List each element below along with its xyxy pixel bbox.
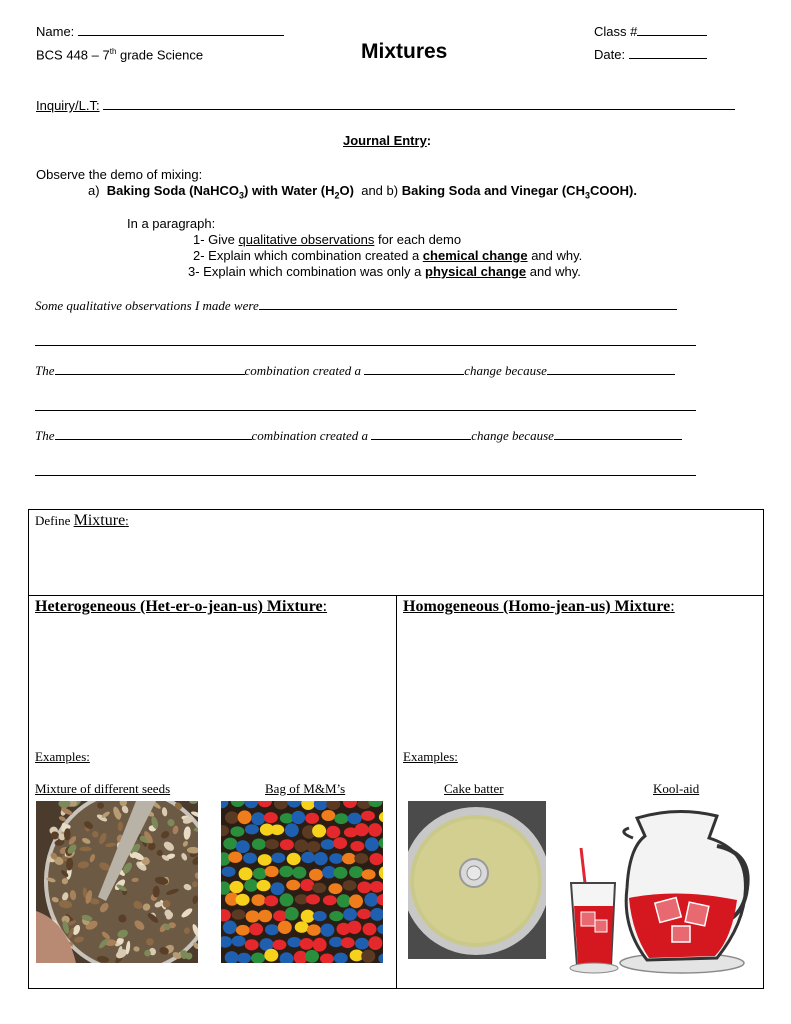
candy-dot xyxy=(265,924,279,935)
name-blank[interactable] xyxy=(78,24,284,36)
observation-sentence: Some qualitative observations I made were xyxy=(35,298,677,314)
candy-dot xyxy=(244,879,258,892)
candy-dot xyxy=(357,909,371,919)
candy-dot xyxy=(287,853,301,865)
candy-dot xyxy=(323,895,337,905)
candy-dot xyxy=(355,823,369,836)
candy-dot xyxy=(264,949,278,962)
candy-dot xyxy=(258,910,272,923)
candy-dot xyxy=(348,813,362,825)
kool-aid-image xyxy=(567,808,757,978)
candy-dot xyxy=(334,813,348,824)
candy-dot xyxy=(334,867,348,879)
candy-dot xyxy=(343,880,357,891)
candy-dot xyxy=(337,894,351,907)
homo-examples-label: Examples: xyxy=(403,749,458,764)
candy-dot xyxy=(252,839,266,850)
course-label xyxy=(36,47,203,62)
kool-aid-illustration xyxy=(567,808,757,978)
candy-dot xyxy=(245,824,259,834)
candy-dot xyxy=(271,882,285,895)
candy-dot xyxy=(265,866,279,877)
class-label: Class # xyxy=(594,24,638,39)
candy-dot xyxy=(265,839,279,849)
candy-dot xyxy=(252,894,266,906)
candy-dot xyxy=(343,908,357,921)
candy-dot xyxy=(321,810,335,821)
inquiry-blank[interactable] xyxy=(103,98,735,110)
heterogeneous-title: Heterogeneous (Het-er-o-jean-us) Mixture: xyxy=(35,598,328,615)
because-blank-2[interactable] xyxy=(554,428,682,440)
candy-dot xyxy=(280,893,294,906)
candy-dot xyxy=(361,811,375,821)
candy-dot xyxy=(301,852,315,863)
combination-blank-1[interactable] xyxy=(55,363,245,375)
candy-dot xyxy=(279,866,293,878)
candy-dot xyxy=(301,910,315,923)
candy-dot xyxy=(278,921,292,934)
course-prefix: BCS 448 – 7 xyxy=(36,47,110,63)
candy-dot xyxy=(236,925,250,936)
demo-and: and b) xyxy=(361,183,399,198)
mms-image xyxy=(221,801,383,963)
candy-dot xyxy=(369,853,383,865)
instruction-2: 2- Explain which combination created a chemical change and why. xyxy=(193,248,583,263)
candy-dot xyxy=(368,823,382,837)
demo-b: Baking Soda and Vinegar $(CH_3COOH)$. xyxy=(401,183,637,201)
candy-dot xyxy=(230,826,244,836)
candy-dot xyxy=(361,950,375,963)
candy-dot xyxy=(294,839,308,852)
candy-dot xyxy=(314,852,328,865)
candy-dot xyxy=(228,852,242,863)
candy-dot xyxy=(286,880,300,891)
writing-line-1[interactable] xyxy=(35,345,696,346)
candy-dot xyxy=(305,813,319,824)
example-label-cake-batter: Cake batter xyxy=(444,781,504,796)
candy-dot xyxy=(287,937,301,947)
candy-dot xyxy=(291,811,305,824)
cake-batter-photo xyxy=(408,801,546,959)
seed-dot xyxy=(79,847,91,852)
candy-dot xyxy=(232,909,246,919)
writing-line-2[interactable] xyxy=(35,410,696,411)
example-label-seeds: Mixture of different seeds xyxy=(35,781,171,796)
candy-dot xyxy=(253,868,267,880)
candy-dot xyxy=(305,950,319,963)
demo-a: Baking Soda (NaHCO$_3$) with Water $(H_2O)$ xyxy=(106,183,354,201)
candy-dot xyxy=(264,812,278,823)
candy-dot xyxy=(257,880,271,891)
candy-dot xyxy=(222,867,236,877)
homogeneous-title: Homogeneous (Homo-jean-us) Mixture: xyxy=(403,598,675,615)
candy-dot xyxy=(350,841,364,851)
course-suffix: grade Science xyxy=(116,47,204,63)
candy-dot xyxy=(349,894,363,908)
candy-dot xyxy=(313,938,327,952)
example-label-mms: Bag of M&M’s xyxy=(265,781,346,796)
candy-dot xyxy=(300,879,314,891)
candy-dot xyxy=(333,837,347,849)
candy-dot xyxy=(271,853,285,863)
candy-dot xyxy=(363,923,377,936)
candy-dot xyxy=(243,853,257,864)
candy-dot xyxy=(362,869,376,879)
candy-dot xyxy=(368,936,382,950)
candy-dot xyxy=(312,824,326,837)
candy-dot xyxy=(329,853,343,864)
candy-dot xyxy=(249,923,263,935)
candy-dot xyxy=(349,866,363,878)
cake-batter-image xyxy=(408,801,546,959)
candy-dot xyxy=(246,910,260,922)
candy-dot xyxy=(321,839,335,849)
candy-dot xyxy=(223,838,237,850)
candy-dot xyxy=(328,883,342,894)
date-label: Date: xyxy=(594,47,626,62)
date-blank[interactable] xyxy=(629,47,707,59)
candy-dot xyxy=(264,895,278,906)
observation-blank[interactable] xyxy=(259,298,677,310)
journal-heading-colon: : xyxy=(426,133,432,148)
candy-dot xyxy=(292,867,306,879)
candy-dot xyxy=(306,841,320,852)
combination-sentence-2: The combination created a change because xyxy=(35,428,682,444)
instruction-3: 3- Explain which combination was only a physical change and why. xyxy=(188,264,581,279)
writing-line-3[interactable] xyxy=(35,475,696,476)
candy-dot xyxy=(347,921,361,934)
because-blank-1[interactable] xyxy=(547,363,675,375)
candy-dot xyxy=(312,883,326,893)
observe-text: Observe the demo of mixing: xyxy=(36,167,203,182)
candy-dot xyxy=(357,881,371,893)
inquiry-label: Inquiry/L.T: xyxy=(36,98,100,113)
candy-dot xyxy=(341,937,355,948)
candy-dot xyxy=(320,924,334,937)
candy-dot xyxy=(295,921,309,932)
candy-dot xyxy=(300,938,314,950)
candy-dot xyxy=(354,853,368,864)
date-field xyxy=(594,47,707,62)
seeds-photo xyxy=(36,801,198,963)
name-label: Name: xyxy=(36,24,75,39)
seeds-image xyxy=(36,801,198,963)
paragraph-intro: In a paragraph: xyxy=(127,216,216,231)
candy-dot xyxy=(326,826,340,839)
journal-heading-text: Journal Entry xyxy=(343,133,427,148)
instruction-1: 1- Give qualitative observations for each demo xyxy=(193,232,462,247)
candy-dot xyxy=(313,911,327,921)
candy-dot xyxy=(272,940,286,950)
candy-dot xyxy=(270,825,284,836)
course-sup: th xyxy=(109,47,117,56)
hetero-examples-label: Examples: xyxy=(35,749,90,764)
candy-dot xyxy=(306,894,320,904)
candy-dot xyxy=(355,938,369,950)
candy-dot xyxy=(223,921,237,935)
candy-dot xyxy=(236,840,250,853)
demo-line xyxy=(88,183,637,201)
class-blank[interactable] xyxy=(637,24,707,36)
page-title: Mixtures xyxy=(361,40,448,63)
candy-dot xyxy=(238,810,252,824)
mms-photo xyxy=(221,801,383,963)
combination-sentence-1: The combination created a change because xyxy=(35,363,675,379)
candy-dot xyxy=(342,853,356,864)
candy-dot xyxy=(285,823,299,837)
change-blank-2[interactable] xyxy=(371,428,471,440)
change-blank-1[interactable] xyxy=(364,363,464,375)
candy-dot xyxy=(365,837,379,851)
candy-dot xyxy=(280,839,294,850)
candy-dot xyxy=(251,812,265,825)
journal-heading xyxy=(343,133,431,148)
demo-a-prefix: a) xyxy=(88,183,100,198)
candy-dot xyxy=(285,907,299,920)
combination-blank-2[interactable] xyxy=(55,428,252,440)
candy-dot xyxy=(230,881,244,893)
name-field xyxy=(36,24,284,39)
candy-dot xyxy=(245,939,259,950)
inquiry-field xyxy=(36,98,735,113)
candy-dot xyxy=(329,911,343,921)
define-mixture: Define Mixture: xyxy=(35,512,129,529)
example-label-kool-aid: Kool-aid xyxy=(653,781,700,796)
candy-dot xyxy=(239,867,253,880)
class-field xyxy=(594,24,707,39)
box-divider-vertical xyxy=(396,595,397,988)
candy-dot xyxy=(258,854,272,866)
candy-dot xyxy=(232,936,246,947)
candy-dot xyxy=(364,893,378,907)
candy-dot xyxy=(236,894,250,906)
candy-dot xyxy=(309,869,323,881)
candy-dot xyxy=(307,924,321,935)
candy-dot xyxy=(225,811,239,823)
candy-dot xyxy=(237,953,251,963)
